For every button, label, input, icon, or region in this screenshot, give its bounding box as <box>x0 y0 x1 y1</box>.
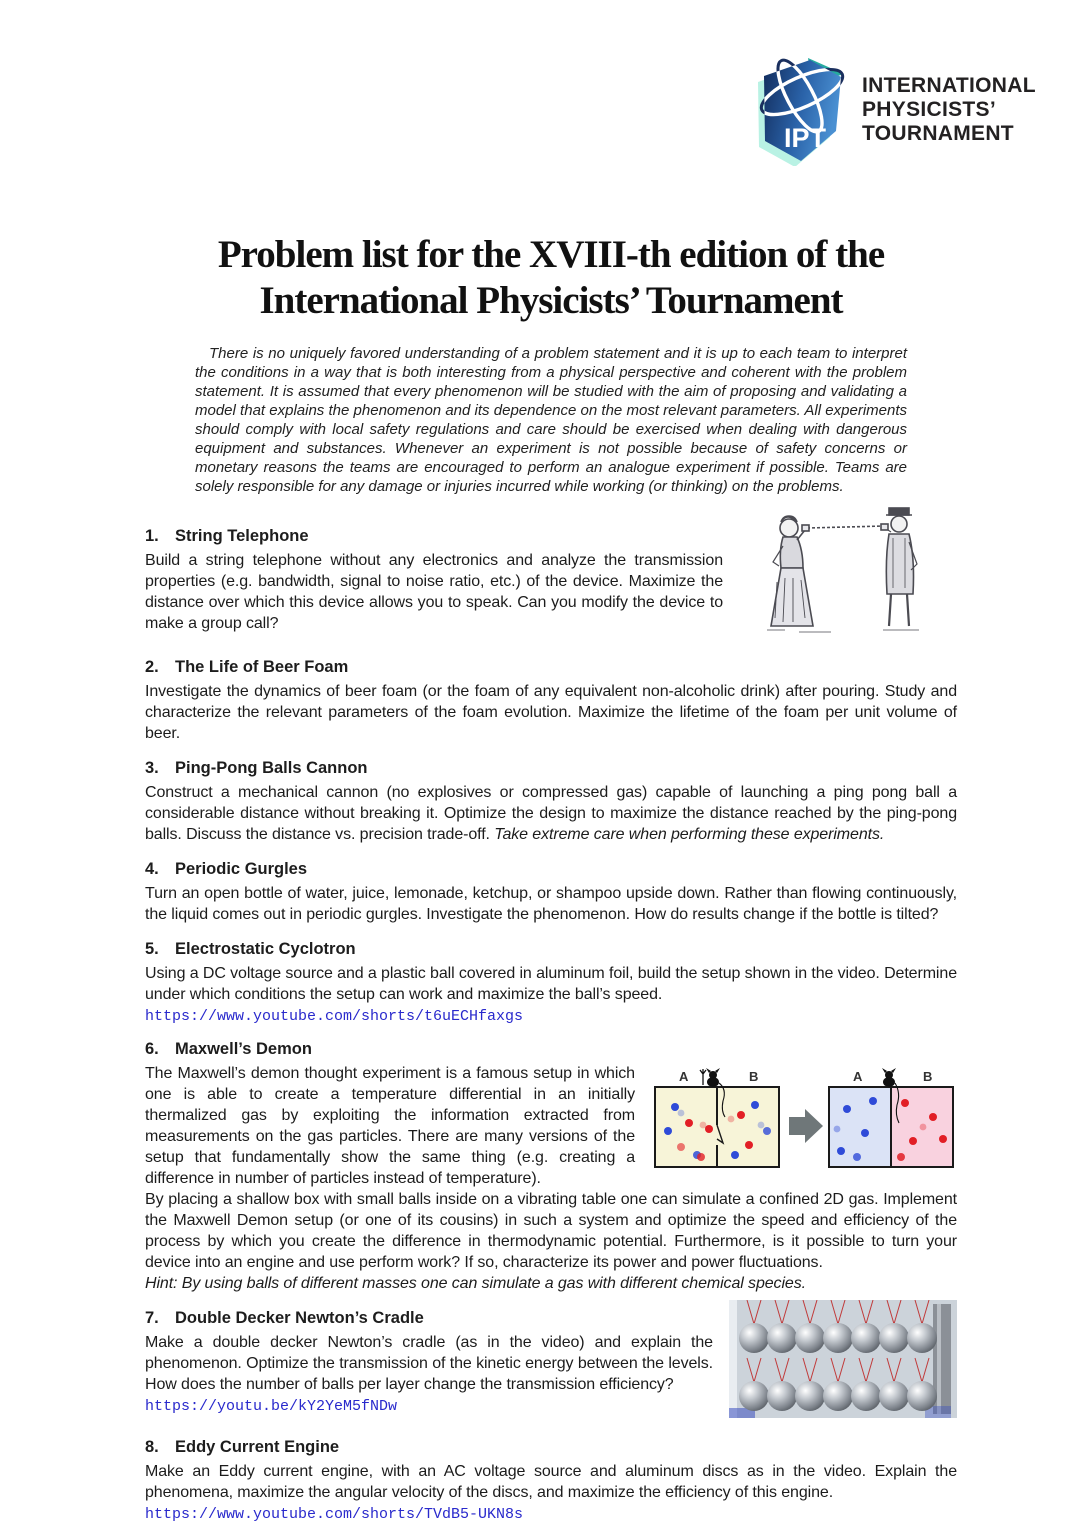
problem-8-title: Eddy Current Engine <box>175 1438 340 1456</box>
maxwell-demon-figure <box>651 1067 957 1176</box>
problem-1-title: String Telephone <box>175 527 309 545</box>
problem-2 <box>145 657 957 744</box>
problem-7-body: Make a double decker Newton’s cradle (as in the video) and explain the phenomenon. Optimize the transmission of the kinetic energy between the levels. How does the number of balls per layer change the transmission efficiency? <box>145 1334 713 1393</box>
problem-7 <box>145 1308 957 1423</box>
problem-5-video-link[interactable]: https://www.youtube.com/shorts/t6uECHfaxgs <box>145 1008 524 1025</box>
problem-6-body: The Maxwell’s demon thought experiment is a famous setup in which one is able to create a temperature differential in an initially thermalized gas by exploiting the information extracted from measurements on the gas particles. There are many versions of the setup that fundamentally show the same thing (e.g. creating a difference in number of particles instead of temperature). <box>145 1065 635 1187</box>
problem-2-heading <box>145 657 957 677</box>
problem-3-body <box>145 782 957 845</box>
telephone-string <box>807 526 885 528</box>
right-box-label-a: A <box>853 1069 863 1084</box>
problem-3-number: 3. <box>145 759 159 777</box>
problem-2-title: The Life of Beer Foam <box>175 658 349 676</box>
abstract-paragraph <box>195 344 907 496</box>
problem-3-body-text: Construct a mechanical cannon (no explosives or compressed gas) capable of launching a ping pong ball a considerable distance without breaking it. Optimize the design to maximize the distance reached by the ping-pong balls. Discuss the distance vs. precision trade-off. <box>145 784 957 843</box>
arrow-right-icon <box>789 1109 823 1143</box>
problem-6-hint: Hint: By using balls of different masses one can simulate a gas with different chemical species. <box>145 1275 806 1292</box>
problem-5-number: 5. <box>145 940 159 958</box>
problem-2-body: Investigate the dynamics of beer foam (or the foam of any equivalent non-alcoholic drink) after pouring. Study and characterize the relevant parameters of the foam evolution. Maximize the lifetime of the foam per unit volume of beer. <box>145 683 957 742</box>
ipt-logo <box>750 54 1036 166</box>
man-figure <box>881 508 917 626</box>
problem-5-body: Using a DC voltage source and a plastic ball covered in aluminum foil, build the setup shown in the video. Determine under which conditions the setup can work and maximize the ball’s speed. <box>145 965 957 1003</box>
problem-1-heading <box>145 526 723 546</box>
problem-1-body: Build a string telephone without any electronics and analyze the transmission properties (e.g. bandwidth, signal to noise ratio, etc.) of the device. Maximize the distance over which this device allows you to speak. Can you modify the device to make a group call? <box>145 552 723 632</box>
problem-8-body: Make an Eddy current engine, with an AC voltage source and aluminum discs as in the video. Explain the phenomena, maximize the angular velocity of the discs, and maximize the efficiency of this engine. <box>145 1463 957 1501</box>
newtons-cradle-figure <box>729 1300 957 1423</box>
wordmark-line1: INTERNATIONAL <box>862 74 1036 97</box>
document-content <box>145 232 957 1523</box>
problem-6-number: 6. <box>145 1040 159 1058</box>
problem-5-heading <box>145 939 957 959</box>
problem-8-heading <box>145 1437 957 1457</box>
wordmark-line2: PHYSICISTS’ <box>862 98 996 121</box>
problem-2-number: 2. <box>145 658 159 676</box>
problem-4-heading <box>145 859 957 879</box>
newtons-cradle-photo <box>729 1300 957 1418</box>
woman-figure <box>771 516 813 626</box>
problem-8 <box>145 1437 957 1523</box>
document-title <box>145 232 957 324</box>
maxwell-demon-diagram <box>651 1067 957 1171</box>
problem-6-title: Maxwell’s Demon <box>175 1040 312 1058</box>
problem-3-heading <box>145 758 957 778</box>
left-box-label-a: A <box>679 1069 689 1084</box>
problem-3-title: Ping-Pong Balls Cannon <box>175 759 368 777</box>
problem-3 <box>145 758 957 845</box>
problem-7-title: Double Decker Newton’s Cradle <box>175 1309 424 1327</box>
problem-8-video-link[interactable]: https://www.youtube.com/shorts/TVdB5-UKN8s <box>145 1506 524 1523</box>
problem-4-body: Turn an open bottle of water, juice, lemonade, ketchup, or shampoo upside down. Rather than flowing continuously, the liquid comes out in periodic gurgles. Investigate the phenomenon. How do results change if the bottle is tilted? <box>145 885 957 923</box>
problem-1 <box>145 526 957 643</box>
problem-7-heading <box>145 1308 713 1328</box>
problem-5 <box>145 939 957 1025</box>
problem-4-title: Periodic Gurgles <box>175 860 308 878</box>
title-line2: International Physicists’ Tournament <box>259 279 843 322</box>
logo-wordmark <box>862 74 1036 146</box>
problem-4-number: 4. <box>145 860 159 878</box>
problem-6 <box>145 1039 957 1294</box>
problem-3-warning-text: Take extreme care when performing these experiments. <box>494 826 885 843</box>
problem-7-video-link[interactable]: https://youtu.be/kY2YeM5fNDw <box>145 1398 398 1415</box>
problem-list <box>145 526 957 1523</box>
abstract-text: There is no uniquely favored understanding of a problem statement and it is up to each team to interpret the conditions in a way that is both interesting from a physical perspective and coherent with the problem statement. It is assumed that every phenomenon will be studied with the aim of proposing and validating a model that explains the phenomenon and its dependence on the most relevant parameters. All experiments should comply with local safety regulations and care should be exercised when dealing with dangerous equipment and substances. Whenever an experiment is not possible because of safety concerns or monetary reasons the teams are encouraged to perform an analogue experiment if possible. Teams are solely responsible for any damage or injuries incurred while working (or thinking) on the problems. <box>195 345 907 495</box>
problem-6-heading <box>145 1039 957 1059</box>
string-telephone-illustration <box>739 498 957 638</box>
left-box-label-b: B <box>749 1069 759 1084</box>
logo-abbr: IPT <box>783 123 827 153</box>
problem-7-number: 7. <box>145 1309 159 1327</box>
problem-4 <box>145 859 957 925</box>
problem-8-number: 8. <box>145 1438 159 1456</box>
wordmark-line3: TOURNAMENT <box>862 122 1014 145</box>
right-box-label-b: B <box>923 1069 933 1084</box>
problem-5-title: Electrostatic Cyclotron <box>175 940 356 958</box>
title-line1: Problem list for the XVIII-th edition of the <box>217 233 885 276</box>
problem-1-number: 1. <box>145 527 159 545</box>
string-telephone-figure <box>739 498 957 643</box>
problem-6-body2: By placing a shallow box with small balls inside on a vibrating table one can simulate a confined 2D gas. Implement the Maxwell Demon setup (or one of its cousins) in such a system and optimize the speed and efficiency of the process by which you create the difference in thermodynamic potential. Furthermore, is it possible to turn your device into an engine and use perform work? If so, characterize its power and power fluctuations. <box>145 1191 957 1271</box>
ipt-logo-shield <box>750 54 850 166</box>
